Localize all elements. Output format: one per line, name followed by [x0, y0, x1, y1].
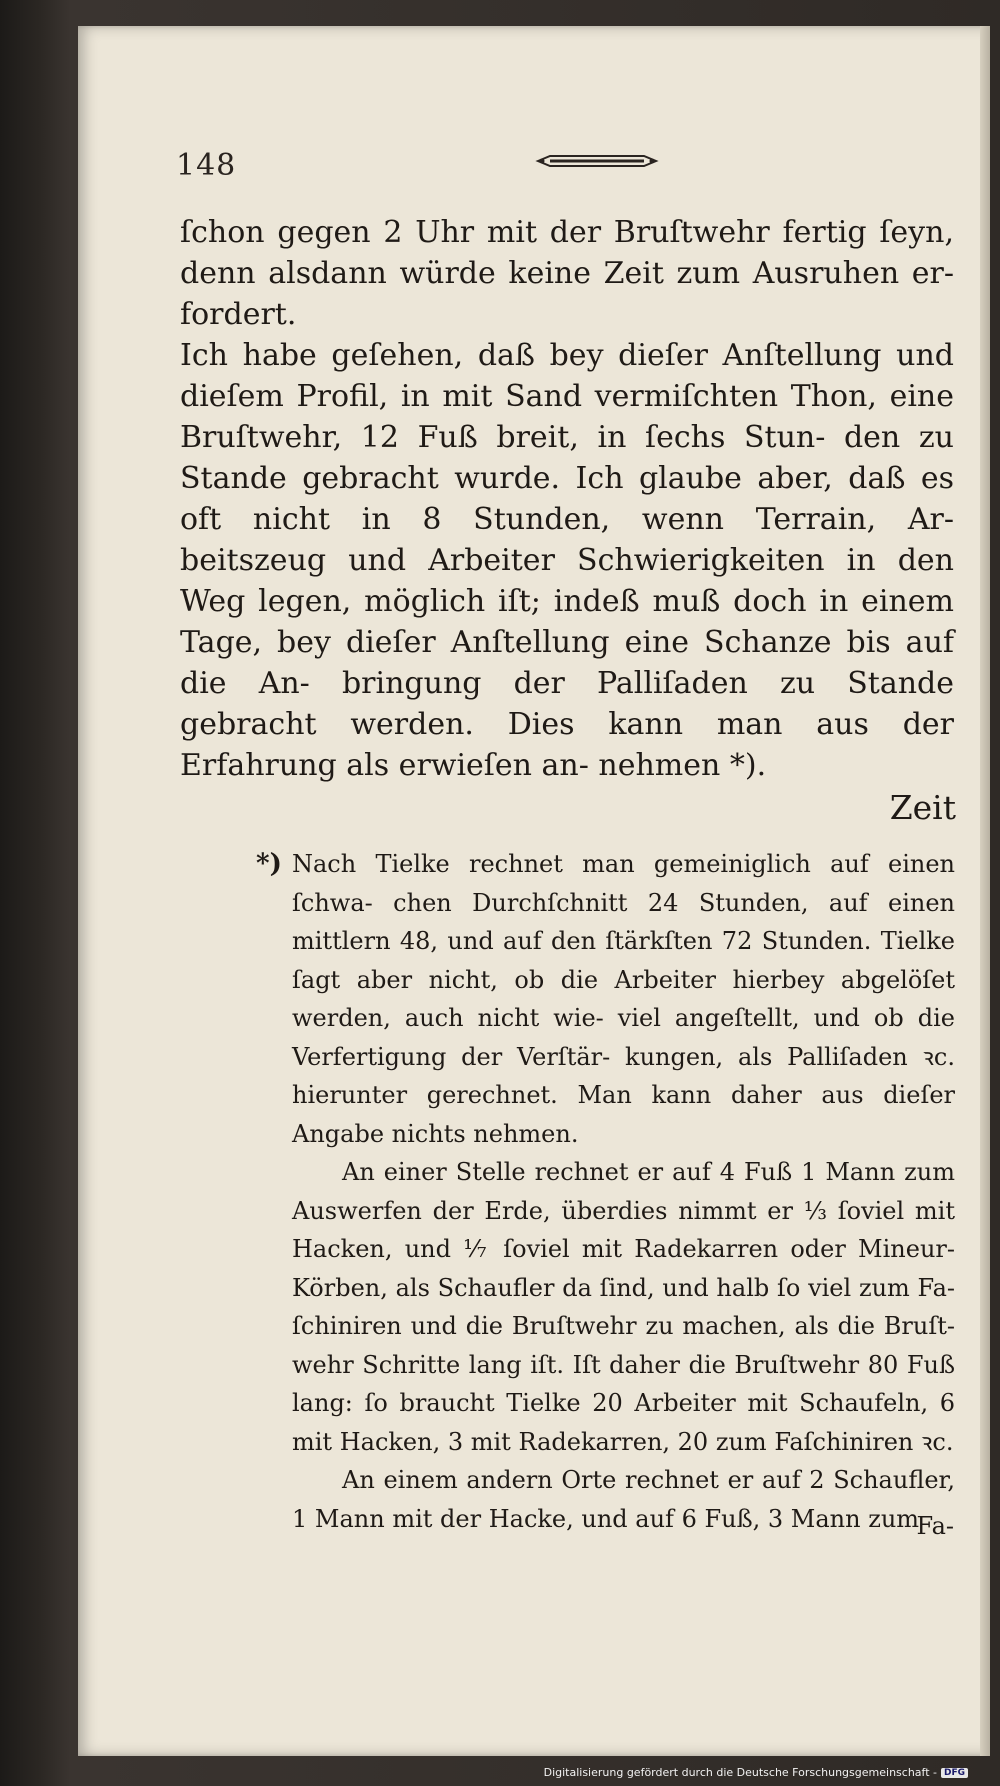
paragraph-2: Ich habe geſehen, daß bey dieſer Anſtellung und dieſem Profil, in mit Sand vermiſchten Thon, eine Bruſtwehr, 12 Fuß breit, in ſechs Stun‑ den zu Stande gebracht wurde. Ich glaube aber, daß es oft nicht in 8 Stunden, wenn Terrain, Ar‑ beitszeug und Arbeiter Schwierigkeiten in den Weg legen, möglich iſt; indeß muß doch in einem Tage, bey dieſer Anſtellung eine Schanze bis auf die An‑ bringung der Palliſaden zu Stande gebracht werden. Dies kann man aus der Erfahrung als erwieſen an‑ nehmen *).: [180, 338, 954, 783]
ornament-rule-icon: [534, 152, 660, 170]
digitization-credit: [544, 1766, 968, 1779]
footnote-marker: *): [256, 849, 282, 879]
main-text: [180, 212, 954, 786]
credit-text: Digitalisierung gefördert durch die Deutsche Forschungsgemeinschaft -: [543, 1766, 937, 1779]
page-number: 148: [176, 148, 237, 183]
catchword: Zeit: [889, 788, 956, 827]
footnote-paragraph-1: Nach Tielke rechnet man gemeiniglich auf einen ſchwa‑ chen Durchſchnitt 24 Stunden, auf einen mittlern 48, und auf den ſtärkſten 72 Stunden. Tielke ſagt aber nicht, ob die Arbeiter hierbey abgelöſet werden, auch nicht wie‑ viel angeſtellt, und ob die Verfertigung der Verſtär‑ kungen, als Palliſaden ꝛc. hierunter gerechnet. Man kann daher aus dieſer Angabe nichts nehmen.: [292, 850, 955, 1148]
paragraph-1: ſchon gegen 2 Uhr mit der Bruſtwehr fertig ſeyn, denn alsdann würde keine Zeit zum Ausruhen er‑ fordert.: [180, 215, 954, 332]
footnote-catchword: Fa‑: [916, 1512, 954, 1540]
page-edge: [980, 26, 990, 1756]
footnote-paragraph-2: An einer Stelle rechnet er auf 4 Fuß 1 Mann zum Auswerfen der Erde, überdies nimmt er ⅓ ſoviel mit Hacken, und ⅐ ſoviel mit Radekarren oder Mineur‑ Körben, als Schaufler da ſind, und halb ſo viel zum Fa‑ ſchiniren und die Bruſtwehr zu machen, als die Bruſt‑ wehr Schritte lang iſt. Iſt daher die Bruſtwehr 80 Fuß lang: ſo braucht Tielke 20 Arbeiter mit Schaufeln, 6 mit Hacken, 3 mit Radekarren, 20 zum Faſchiniren ꝛc.: [292, 1158, 955, 1456]
footnote-paragraph-3: An einem andern Orte rechnet er auf 2 Schaufler, 1 Mann mit der Hacke, und auf 6 Fuß, 3 Mann zum: [292, 1466, 955, 1533]
dfg-logo-icon: DFG: [941, 1768, 968, 1778]
footnote: [292, 845, 955, 1538]
